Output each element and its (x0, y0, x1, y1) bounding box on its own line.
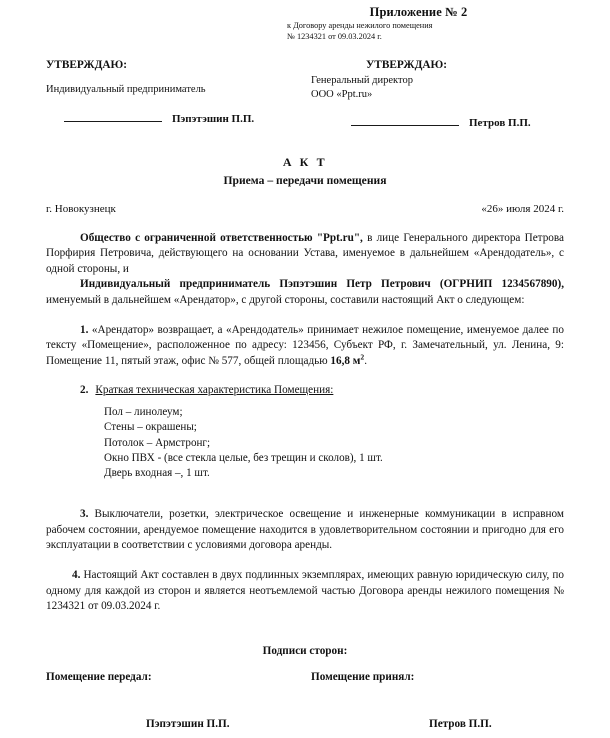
approval-column-lessee (46, 58, 306, 125)
appendix-contract-line-2: № 1234321 от 09.03.2024 г. (287, 32, 382, 41)
spec-list (46, 405, 564, 481)
approval-signatory-right: Петров П.П. (469, 117, 531, 129)
approval-heading-left: УТВЕРЖДАЮ: (46, 59, 127, 71)
clause-2-heading-text: Краткая техническая характеристика Помещения: (95, 384, 334, 397)
signatures-title: Подписи сторон: (262, 644, 348, 657)
preamble-party-lessee (46, 277, 564, 308)
approval-role-left: Индивидуальный предприниматель (46, 84, 206, 95)
act-title: А К Т (282, 155, 328, 169)
clause-4-number: 4. (72, 569, 81, 582)
clause-3 (46, 507, 564, 553)
clause-2-number: 2. (80, 384, 89, 397)
signature-line-left (64, 111, 162, 122)
clause-1-area: 16,8 м (330, 354, 361, 367)
clause-2-heading (80, 384, 564, 396)
approval-role-right-line-2: ООО «Ppt.ru» (311, 88, 373, 100)
signature-name-received: Петров П.П. (429, 717, 492, 730)
preamble-party-lessee-name: Индивидуальный предприниматель Пэпэтэшин Петр Петрович (ОГРНИП 1234567890), (80, 278, 564, 291)
appendix-contract-line-1: к Договору аренды нежилого помещения (287, 21, 433, 30)
approval-signature-row-right (311, 115, 564, 129)
act-subtitle: Приема – передачи помещения (223, 174, 387, 187)
city-date-row (46, 203, 564, 219)
act-city: г. Новокузнецк (46, 203, 116, 215)
clause-4-text: Настоящий Акт составлен в двух подлинных экземплярах, имеющих равную юридическую силу, по одному для каждой из сторон и является неотъемлемой частью Договора аренды нежилого помещения № 1234321 от 09.03.2024 г. (46, 569, 564, 613)
approval-column-lessor (311, 58, 564, 129)
document-body (46, 0, 564, 738)
approval-role-right-line-1: Генеральный директор (311, 75, 413, 86)
preamble-party-lessor (46, 231, 564, 277)
clause-4 (46, 568, 564, 614)
list-item: Дверь входная –, 1 шт. (104, 467, 210, 480)
clause-1-number: 1. (80, 324, 89, 337)
clause-1 (46, 323, 564, 369)
signature-labels-row (46, 671, 564, 691)
act-date: «26» июля 2024 г. (481, 203, 564, 215)
approval-signature-row-left (46, 111, 306, 125)
approval-heading-right: УТВЕРЖДАЮ: (366, 59, 447, 71)
preamble-party-lessor-text: в лице Генерального директора Петрова Порфирия Петровича, действующего на основании Устава, именуемое в дальнейшем «Арендодатель», с одной стороны, и (46, 232, 564, 275)
list-item: Пол – линолеум; (104, 406, 183, 419)
clause-1-text-b: . (364, 354, 368, 367)
list-item: Стены – окрашены; (104, 421, 197, 434)
approval-signatory-left: Пэпэтэшин П.П. (172, 112, 255, 125)
appendix-header (287, 0, 564, 42)
signature-name-handed-over: Пэпэтэшин П.П. (146, 717, 230, 730)
appendix-title: Приложение № 2 (369, 5, 468, 19)
signature-line-right (351, 115, 459, 126)
clause-1-area-exponent: 2 (360, 352, 365, 362)
clause-3-text: Выключатели, розетки, электрическое освещение и инженерные коммуникации в исправном рабочем состоянии, арендуемое помещение находится в удовлетворительном состоянии и пригодно для его эксплуатации в соответствии с условиями договора аренды. (46, 508, 564, 552)
signature-label-handed-over: Помещение передал: (46, 670, 152, 683)
approval-block (46, 58, 564, 136)
list-item: Окно ПВХ - (все стекла целые, без трещин и сколов), 1 шт. (104, 451, 383, 464)
preamble-party-lessee-text: именуемый в дальнейшем «Арендатор», с другой стороны, составили настоящий Акт о следующем: (46, 293, 525, 306)
list-item: Потолок – Армстронг; (104, 436, 211, 449)
clause-1-text-a: «Арендатор» возвращает, а «Арендодатель» принимает нежилое помещение, именуемое далее по тексту «Помещение», расположенное по адресу: 123456, Субъект РФ, г. Замечательный, ул. Ленина, 9: Помещение 11, пятый этаж, офис № 577, общей площадью (46, 324, 564, 367)
signature-names-row (46, 718, 564, 738)
preamble-party-lessor-name: Общество с ограниченной ответственностью "Ppt.ru", (80, 232, 363, 244)
clause-3-number: 3. (80, 508, 89, 521)
signature-label-received: Помещение принял: (311, 670, 415, 683)
